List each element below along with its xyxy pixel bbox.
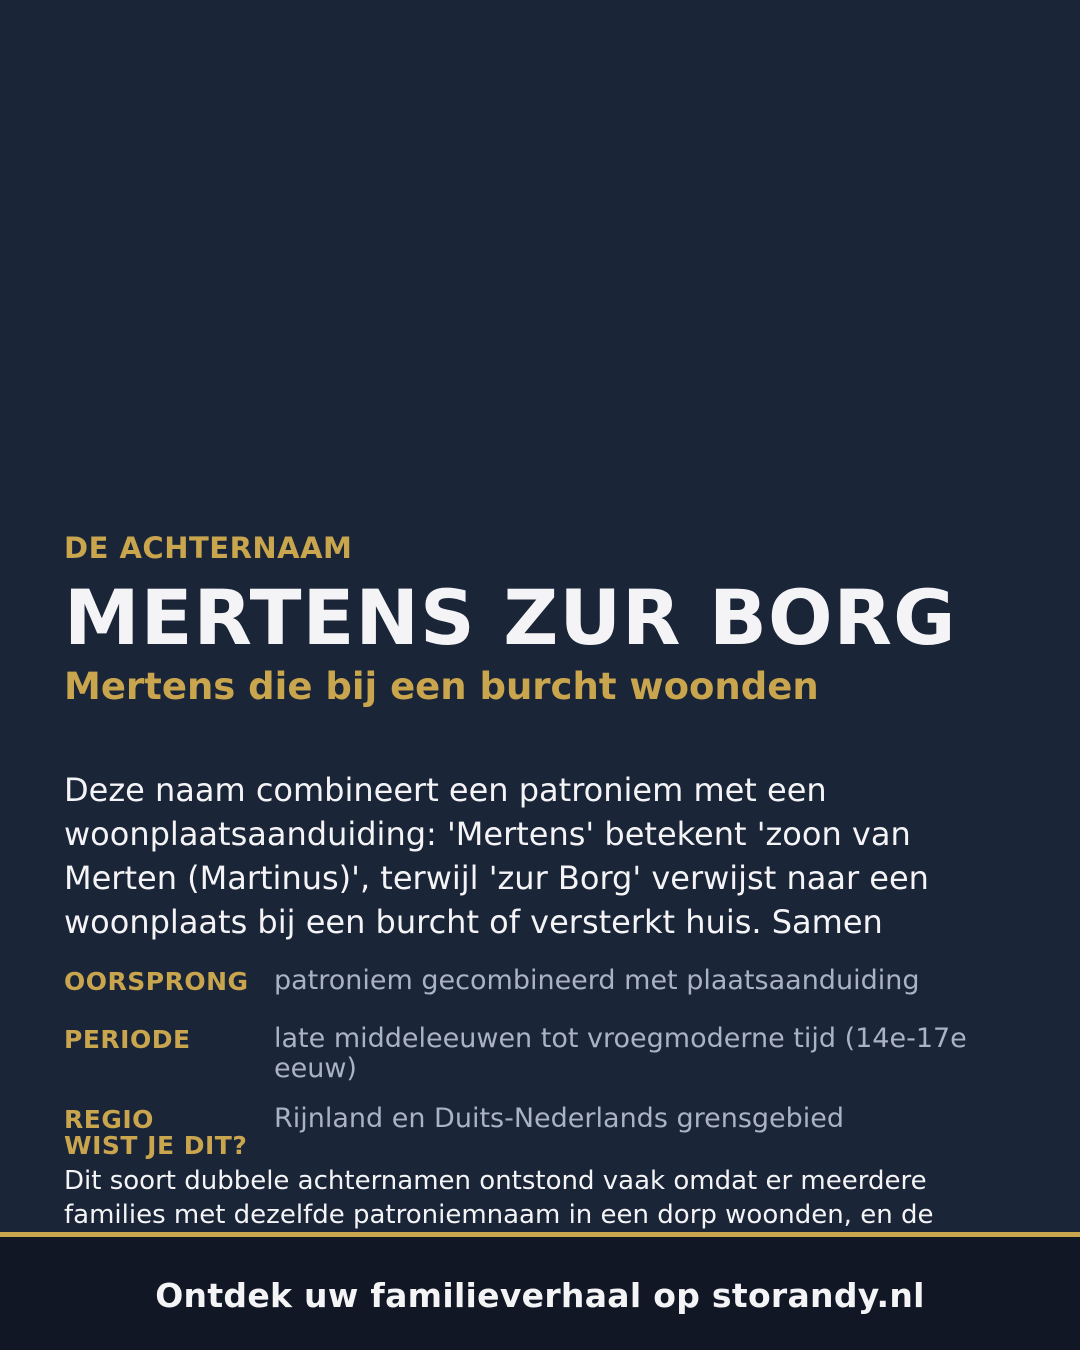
fact-label: PERIODE: [64, 1025, 191, 1054]
footer-banner: [0, 1232, 1080, 1350]
surname-title: MERTENS ZUR BORG: [64, 573, 957, 662]
fact-label: REGIO: [64, 1105, 154, 1134]
trivia-text: Dit soort dubbele achternamen ontstond vaak omdat er meerdere families met dezelfde patroniemnaam in een dorp woonden, en de: [64, 1166, 934, 1230]
fact-row-period: [64, 1018, 1016, 1084]
fact-value: late middeleeuwen tot vroegmoderne tijd (14e-17e eeuw): [274, 1023, 967, 1084]
surname-description: Deze naam combineert een patroniem met een woonplaatsaanduiding: 'Mertens' betekent 'zoon van Merten (Martinus)', terwijl 'zur Borg' verwijst naar een woonplaats bij een burcht of versterkt huis. Samen: [64, 771, 929, 941]
fact-row-origin: [64, 960, 1016, 1004]
trivia-label: WIST JE DIT?: [64, 1131, 248, 1160]
surname-meaning: Mertens die bij een burcht woonden: [64, 665, 819, 708]
fact-value: patroniem gecombineerd met plaatsaanduiding: [274, 965, 920, 996]
eyebrow-label: DE ACHTERNAAM: [64, 531, 353, 565]
fact-label: OORSPRONG: [64, 967, 249, 996]
footer-cta: Ontdek uw familieverhaal op storandy.nl: [155, 1276, 925, 1315]
surname-card: [64, 0, 1016, 1232]
facts-list: [64, 960, 1016, 1156]
fact-value: Rijnland en Duits-Nederlands grensgebied: [274, 1103, 845, 1134]
